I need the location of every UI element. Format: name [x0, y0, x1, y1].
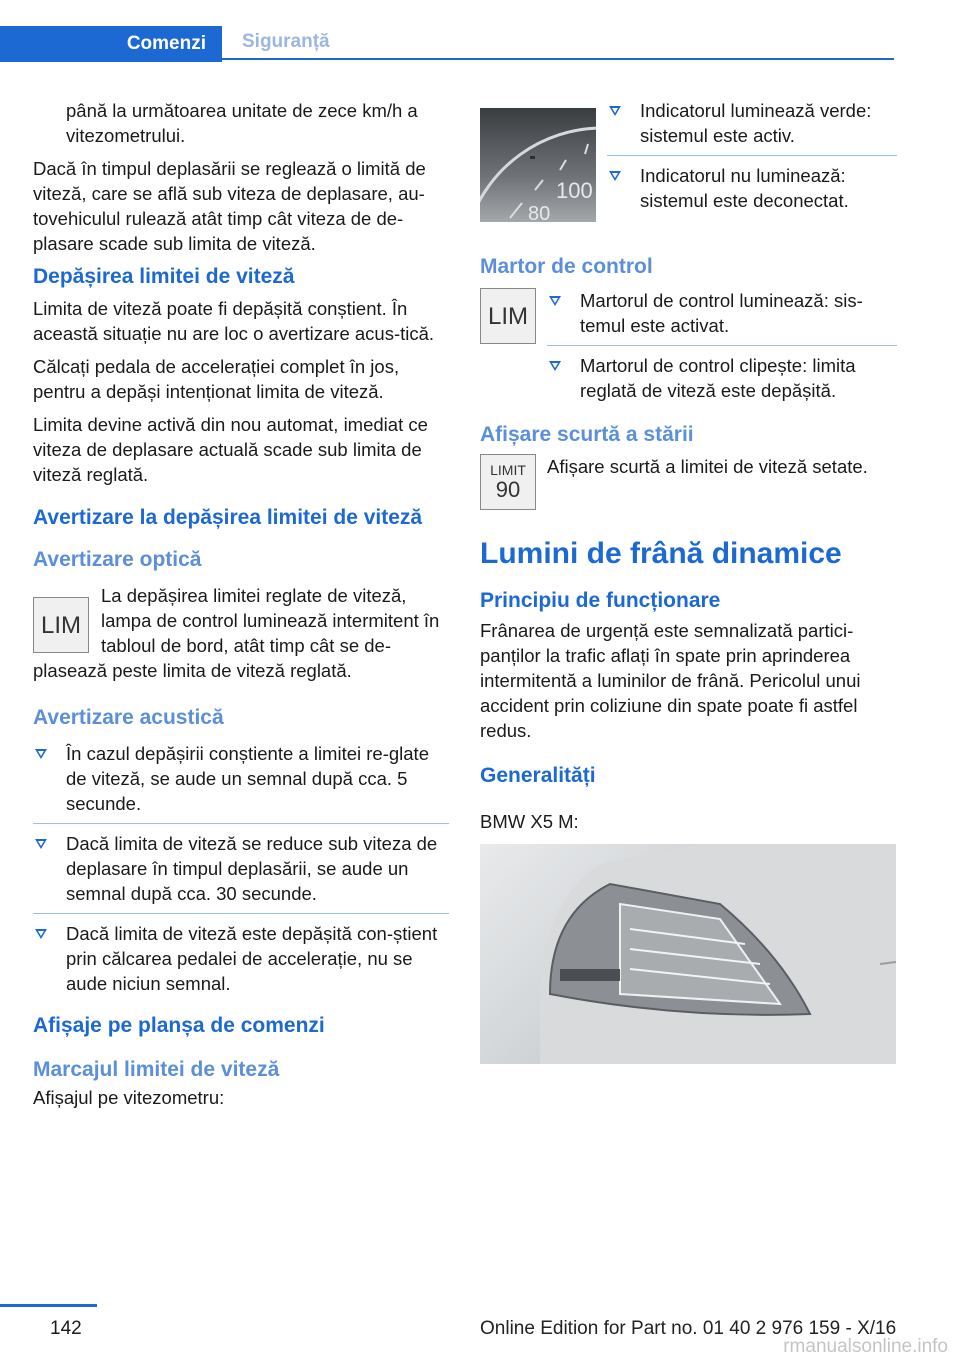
tab-siguranta[interactable]: Siguranță [222, 26, 894, 60]
footer-rule [0, 1304, 97, 1307]
list-item: Dacă limita de viteză se reduce sub viteza de deplasare în timpul deplasării, se aude un semnal după cca. 30 secunde. [33, 831, 449, 914]
page-number: 142 [50, 1318, 82, 1339]
watermark: rmanualsonline.info [783, 1336, 948, 1357]
limit-90-icon: LIMIT 90 [480, 454, 536, 510]
heading-depasire: Depășirea limitei de viteză [33, 265, 295, 288]
edition-text: Online Edition for Part no. 01 40 2 976 159 - X/16 [480, 1318, 897, 1339]
heading-principiu: Principiu de funcționare [480, 589, 721, 612]
heading-avertizare-optica: Avertizare optică [33, 548, 202, 571]
list-item: Martorul de control clipește: limita reglată de viteză este depășită. [547, 353, 897, 410]
speedo-bullets [607, 98, 897, 227]
list-item: Indicatorul nu luminează: sistemul este deconectat. [607, 163, 897, 220]
left-column [33, 98, 449, 1118]
heading-afisare-scurta: Afișare scurtă a stării [480, 423, 694, 446]
triangle-bullet-icon [549, 361, 561, 371]
speedo-label-80: 80 [528, 203, 551, 222]
paragraph: BMW X5 M: [480, 811, 579, 832]
tail-light-image [480, 844, 896, 1064]
paragraph: Limita devine activă din nou automat, imediat ce viteza de deplasare actuală scade sub limita de viteză reglată. [33, 414, 428, 485]
tab-comenzi[interactable]: Comenzi [0, 26, 222, 62]
heading-generalitati: Generalități [480, 764, 596, 787]
list-item: În cazul depășirii conștiente a limitei re-glate de viteză, se aude un semnal după cca. 5 secunde. [33, 741, 449, 824]
bullet-list [33, 741, 449, 1003]
lim-icon: LIM [480, 288, 536, 344]
tail-light-graphic [480, 844, 896, 1064]
paragraph: Afișajul pe vitezometru: [33, 1087, 225, 1108]
triangle-bullet-icon [35, 929, 47, 939]
paragraph: Afișare scurtă a limitei de viteză setate. [547, 456, 868, 477]
heading-avertizare: Avertizare la depășirea limitei de viteză [33, 506, 423, 529]
paragraph: până la următoarea unitate de zece km/h a vitezometrului. [66, 100, 418, 146]
paragraph: Limita de viteză poate fi depășită conștient. În această situație nu are loc o avertizare acus-tică. [33, 298, 435, 344]
list-item: Indicatorul luminează verde: sistemul este activ. [607, 98, 897, 156]
list-item: Martorul de control luminează: sis-temul este activat. [547, 288, 897, 346]
triangle-bullet-icon [549, 296, 561, 306]
triangle-bullet-icon [609, 171, 621, 181]
speedo-label-100: 100 [556, 178, 593, 203]
martor-bullets [547, 288, 897, 417]
triangle-bullet-icon [35, 839, 47, 849]
paragraph: Frânarea de urgență este semnalizată partici-panților la trafic aflați în spate prin aprinderea intermitentă a luminilor de frână. Pericolul unui accident prin coliziune din spate poate fi astfel redus. [480, 620, 861, 741]
paragraph: Călcați pedala de accelerației complet în jos, pentru a depăși intenționat limita de viteză. [33, 356, 400, 402]
list-item: Dacă limita de viteză este depășită con-știent prin călcarea pedalei de accelerație, nu se aude niciun semnal. [33, 921, 449, 1003]
speedometer-image [480, 108, 596, 222]
lim-icon: LIM [33, 597, 89, 653]
heading-afisaje: Afișaje pe planșa de comenzi [33, 1014, 325, 1037]
heading-lumini-frana: Lumini de frână dinamice [480, 537, 842, 570]
triangle-bullet-icon [609, 106, 621, 116]
right-column [480, 98, 896, 1064]
heading-martor: Martor de control [480, 255, 653, 278]
triangle-bullet-icon [35, 749, 47, 759]
heading-marcaj: Marcajul limitei de viteză [33, 1058, 280, 1081]
top-header [0, 0, 960, 62]
paragraph: La depășirea limitei reglate de viteză, lampa de control luminează intermitent în tabloul de bord, atât timp cât se de-plasează peste limita de viteză reglată. [33, 585, 440, 681]
heading-avertizare-acustica: Avertizare acustică [33, 706, 224, 729]
paragraph: Dacă în timpul deplasării se reglează o limită de viteză, care se află sub viteza de deplasare, au-tovehiculul rulează atât timp cât viteza de de-plasare scade sub limita de viteză. [33, 158, 426, 254]
